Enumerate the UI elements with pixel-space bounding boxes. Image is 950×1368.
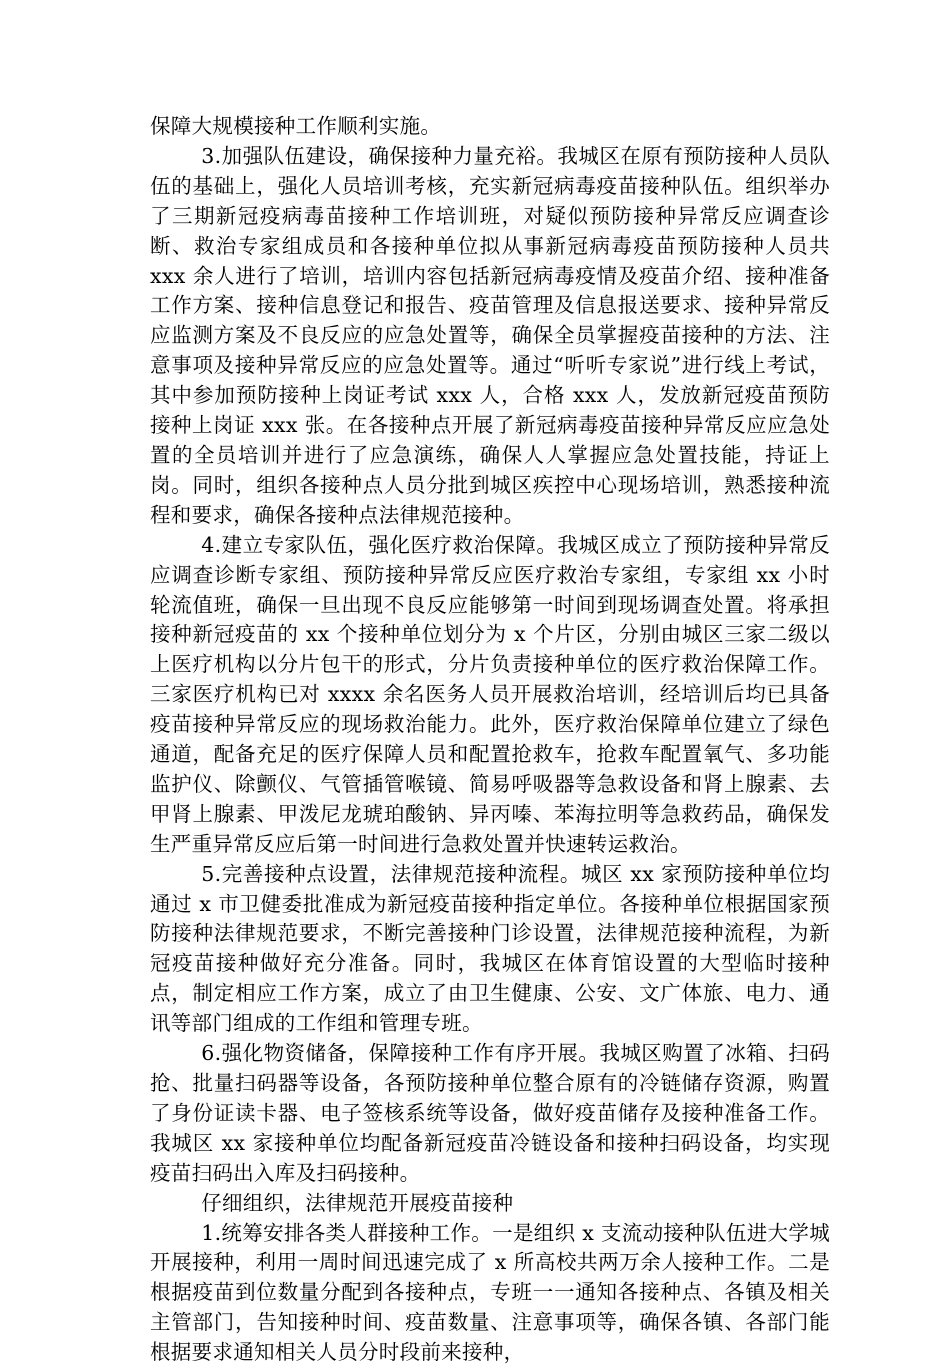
paragraph-continuation: 保障大规模接种工作顺利实施。 — [150, 114, 442, 138]
paragraph-team-building: 3.加强队伍建设，确保接种力量充裕。我城区在原有预防接种人员队伍的基础上，强化人员培训考核，充实新冠病毒疫苗接种队伍。组织举办了三期新冠疫病毒苗接种工作培训班，对疑似预防接种异常反应调查诊断、救治专家组成员和各接种单位拟从事新冠病毒疫苗预防接种人员共 xxx 余人进行了培训，培训内容包括新冠病毒疫情及疫苗介绍、接种准备工作方案、接种信息登记和报告、疫苗管理及信息报送要求、接种异常反应监测方案及不良反应的应急处置等，确保全员掌握疫苗接种的方法、注意事项及接种异常反应的应急处置等。通过“听听专家说”进行线上考试，其中参加预防接种上岗证考试 xxx 人，合格 xxx 人，发放新冠疫苗预防接种上岗证 xxx 张。在各接种点开展了新冠病毒疫苗接种异常反应应急处置的全员培训并进行了应急演练，确保人人掌握应急处置技能，持证上岗。同时，组织各接种点人员分批到城区疾控中心现场培训，熟悉接种流程和要求，确保各接种点法律规范接种。 — [150, 143, 830, 527]
paragraph-vaccination-sites: 5.完善接种点设置，法律规范接种流程。城区 xx 家预防接种单位均通过 x 市卫健委批准成为新冠疫苗接种指定单位。各接种单位根据国家预防接种法律规范要求，不断完善接种门诊设置，法律规范接种流程，为新冠疫苗接种做好充分准备。同时，我城区在体育馆设置的大型临时接种点，制定相应工作方案，成立了由卫生健康、公安、文广体旅、电力、通讯等部门组成的工作组和管理专班。 — [150, 861, 830, 1036]
paragraph-coordination: 1.统筹安排各类人群接种工作。一是组织 x 支流动接种队伍进大学城开展接种，利用一周时间迅速完成了 x 所高校共两万余人接种工作。二是根据疫苗到位数量分配到各接种点，专班一一通知各接种点、各镇及相关主管部门，告知接种时间、疫苗数量、注意事项等，确保各镇、各部门能根据要求通知相关人员分时段前来接种， — [150, 1220, 830, 1365]
section-heading: 仔细组织，法律规范开展疫苗接种 — [201, 1190, 514, 1215]
paragraph-expert-team: 4.建立专家队伍，强化医疗救治保障。我城区成立了预防接种异常反应调查诊断专家组、预防接种异常反应医疗救治专家组，专家组 xx 小时轮流值班，确保一旦出现不良反应能够第一时间到现场调查处置。将承担接种新冠疫苗的 xx 个接种单位划分为 x 个片区，分别由城区三家二级以上医疗机构以分片包干的形式，分片负责接种单位的医疗救治保障工作。三家医疗机构已对 xxxx 余名医务人员开展救治培训，经培训后均已具备疫苗接种异常反应的现场救治能力。此外，医疗救治保障单位建立了绿色通道，配备充足的医疗保障人员和配置抢救车，抢救车配置氧气、多功能监护仪、除颤仪、气管插管喉镜、简易呼吸器等急救设备和肾上腺素、去甲肾上腺素、甲泼尼龙琥珀酸钠、异丙嗪、苯海拉明等急救药品，确保发生严重异常反应后第一时间进行急救处置并快速转运救治。 — [150, 532, 830, 856]
paragraph-material-reserve: 6.强化物资储备，保障接种工作有序开展。我城区购置了冰箱、扫码抢、批量扫码器等设备，各预防接种单位整合原有的冷链储存资源，购置了身份证读卡器、电子签核系统等设备，做好疫苗储存及接种准备工作。我城区 xx 家接种单位均配备新冠疫苗冷链设备和接种扫码设备，均实现疫苗扫码出入库及扫码接种。 — [150, 1041, 830, 1185]
document-body — [150, 112, 830, 1368]
